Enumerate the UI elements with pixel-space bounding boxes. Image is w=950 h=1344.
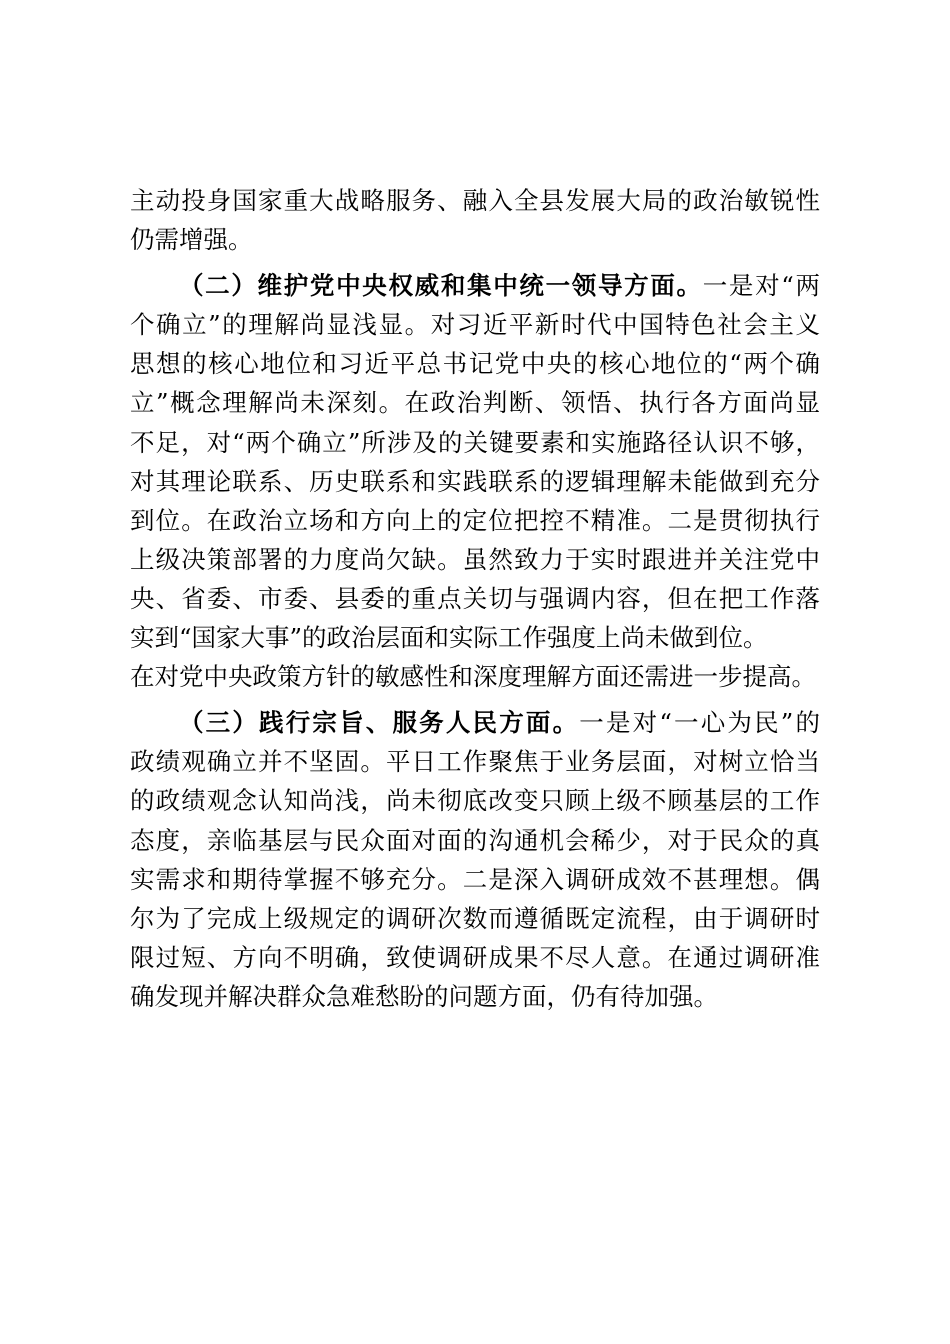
text-line: 到位。在政治立场和方向上的定位把控不精准。二是贯彻执行 <box>130 505 820 535</box>
text-line: 对其理论联系、历史联系和实践联系的逻辑理解未能做到充分 <box>130 466 820 496</box>
text-line: 思想的核心地位和习近平总书记党中央的核心地位的“两个确 <box>130 349 820 379</box>
text-line: 央、省委、市委、县委的重点关切与强调内容，但在把工作落 <box>130 583 820 613</box>
text-line: 的政绩观念认知尚浅，尚未彻底改变只顾上级不顾基层的工作 <box>130 786 820 816</box>
text-line: 政绩观确立并不坚固。平日工作聚焦于业务层面，对树立恰当 <box>130 747 820 777</box>
text-line <box>130 266 820 305</box>
text-line: 仍需增强。 <box>130 225 253 255</box>
section-heading-2: （二）维护党中央权威和集中统一领导方面。 <box>179 271 703 301</box>
text-line: 限过短、方向不明确，致使调研成果不尽人意。在通过调研准 <box>130 942 820 972</box>
text-line: 立”概念理解尚未深刻。在政治判断、领悟、执行各方面尚显 <box>130 388 820 418</box>
paragraph-2 <box>130 266 820 696</box>
text-line: 实需求和期待掌握不够充分。二是深入调研成效不甚理想。偶 <box>130 864 820 894</box>
section-heading-3: （三）践行宗旨、服务人民方面。 <box>179 708 580 738</box>
text-line: 尔为了完成上级规定的调研次数而遵循既定流程，由于调研时 <box>130 903 820 933</box>
text-line <box>130 703 820 742</box>
text-line: 态度，亲临基层与民众面对面的沟通机会稀少，对于民众的真 <box>130 825 820 855</box>
paragraph-3 <box>130 703 820 1016</box>
text-line: 主动投身国家重大战略服务、融入全县发展大局的政治敏锐性 <box>130 186 820 215</box>
paragraph-1 <box>130 181 820 259</box>
text-line: 个确立”的理解尚显浅显。对习近平新时代中国特色社会主义 <box>130 310 820 340</box>
text-line: 确发现并解决群众急难愁盼的问题方面，仍有待加强。 <box>130 981 718 1011</box>
document-body <box>130 181 820 1016</box>
text-line: 在对党中央政策方针的敏感性和深度理解方面还需进一步提高。 <box>130 662 816 692</box>
text-line: 上级决策部署的力度尚欠缺。虽然致力于实时跟进并关注党中 <box>130 544 820 574</box>
text-run: 一是对“一心为民”的 <box>579 708 820 738</box>
text-line: 不足，对“两个确立”所涉及的关键要素和实施路径认识不够， <box>130 427 820 457</box>
text-line: 实到“国家大事”的政治层面和实际工作强度上尚未做到位。 <box>130 623 768 653</box>
text-run: 一是对“两 <box>702 271 821 301</box>
